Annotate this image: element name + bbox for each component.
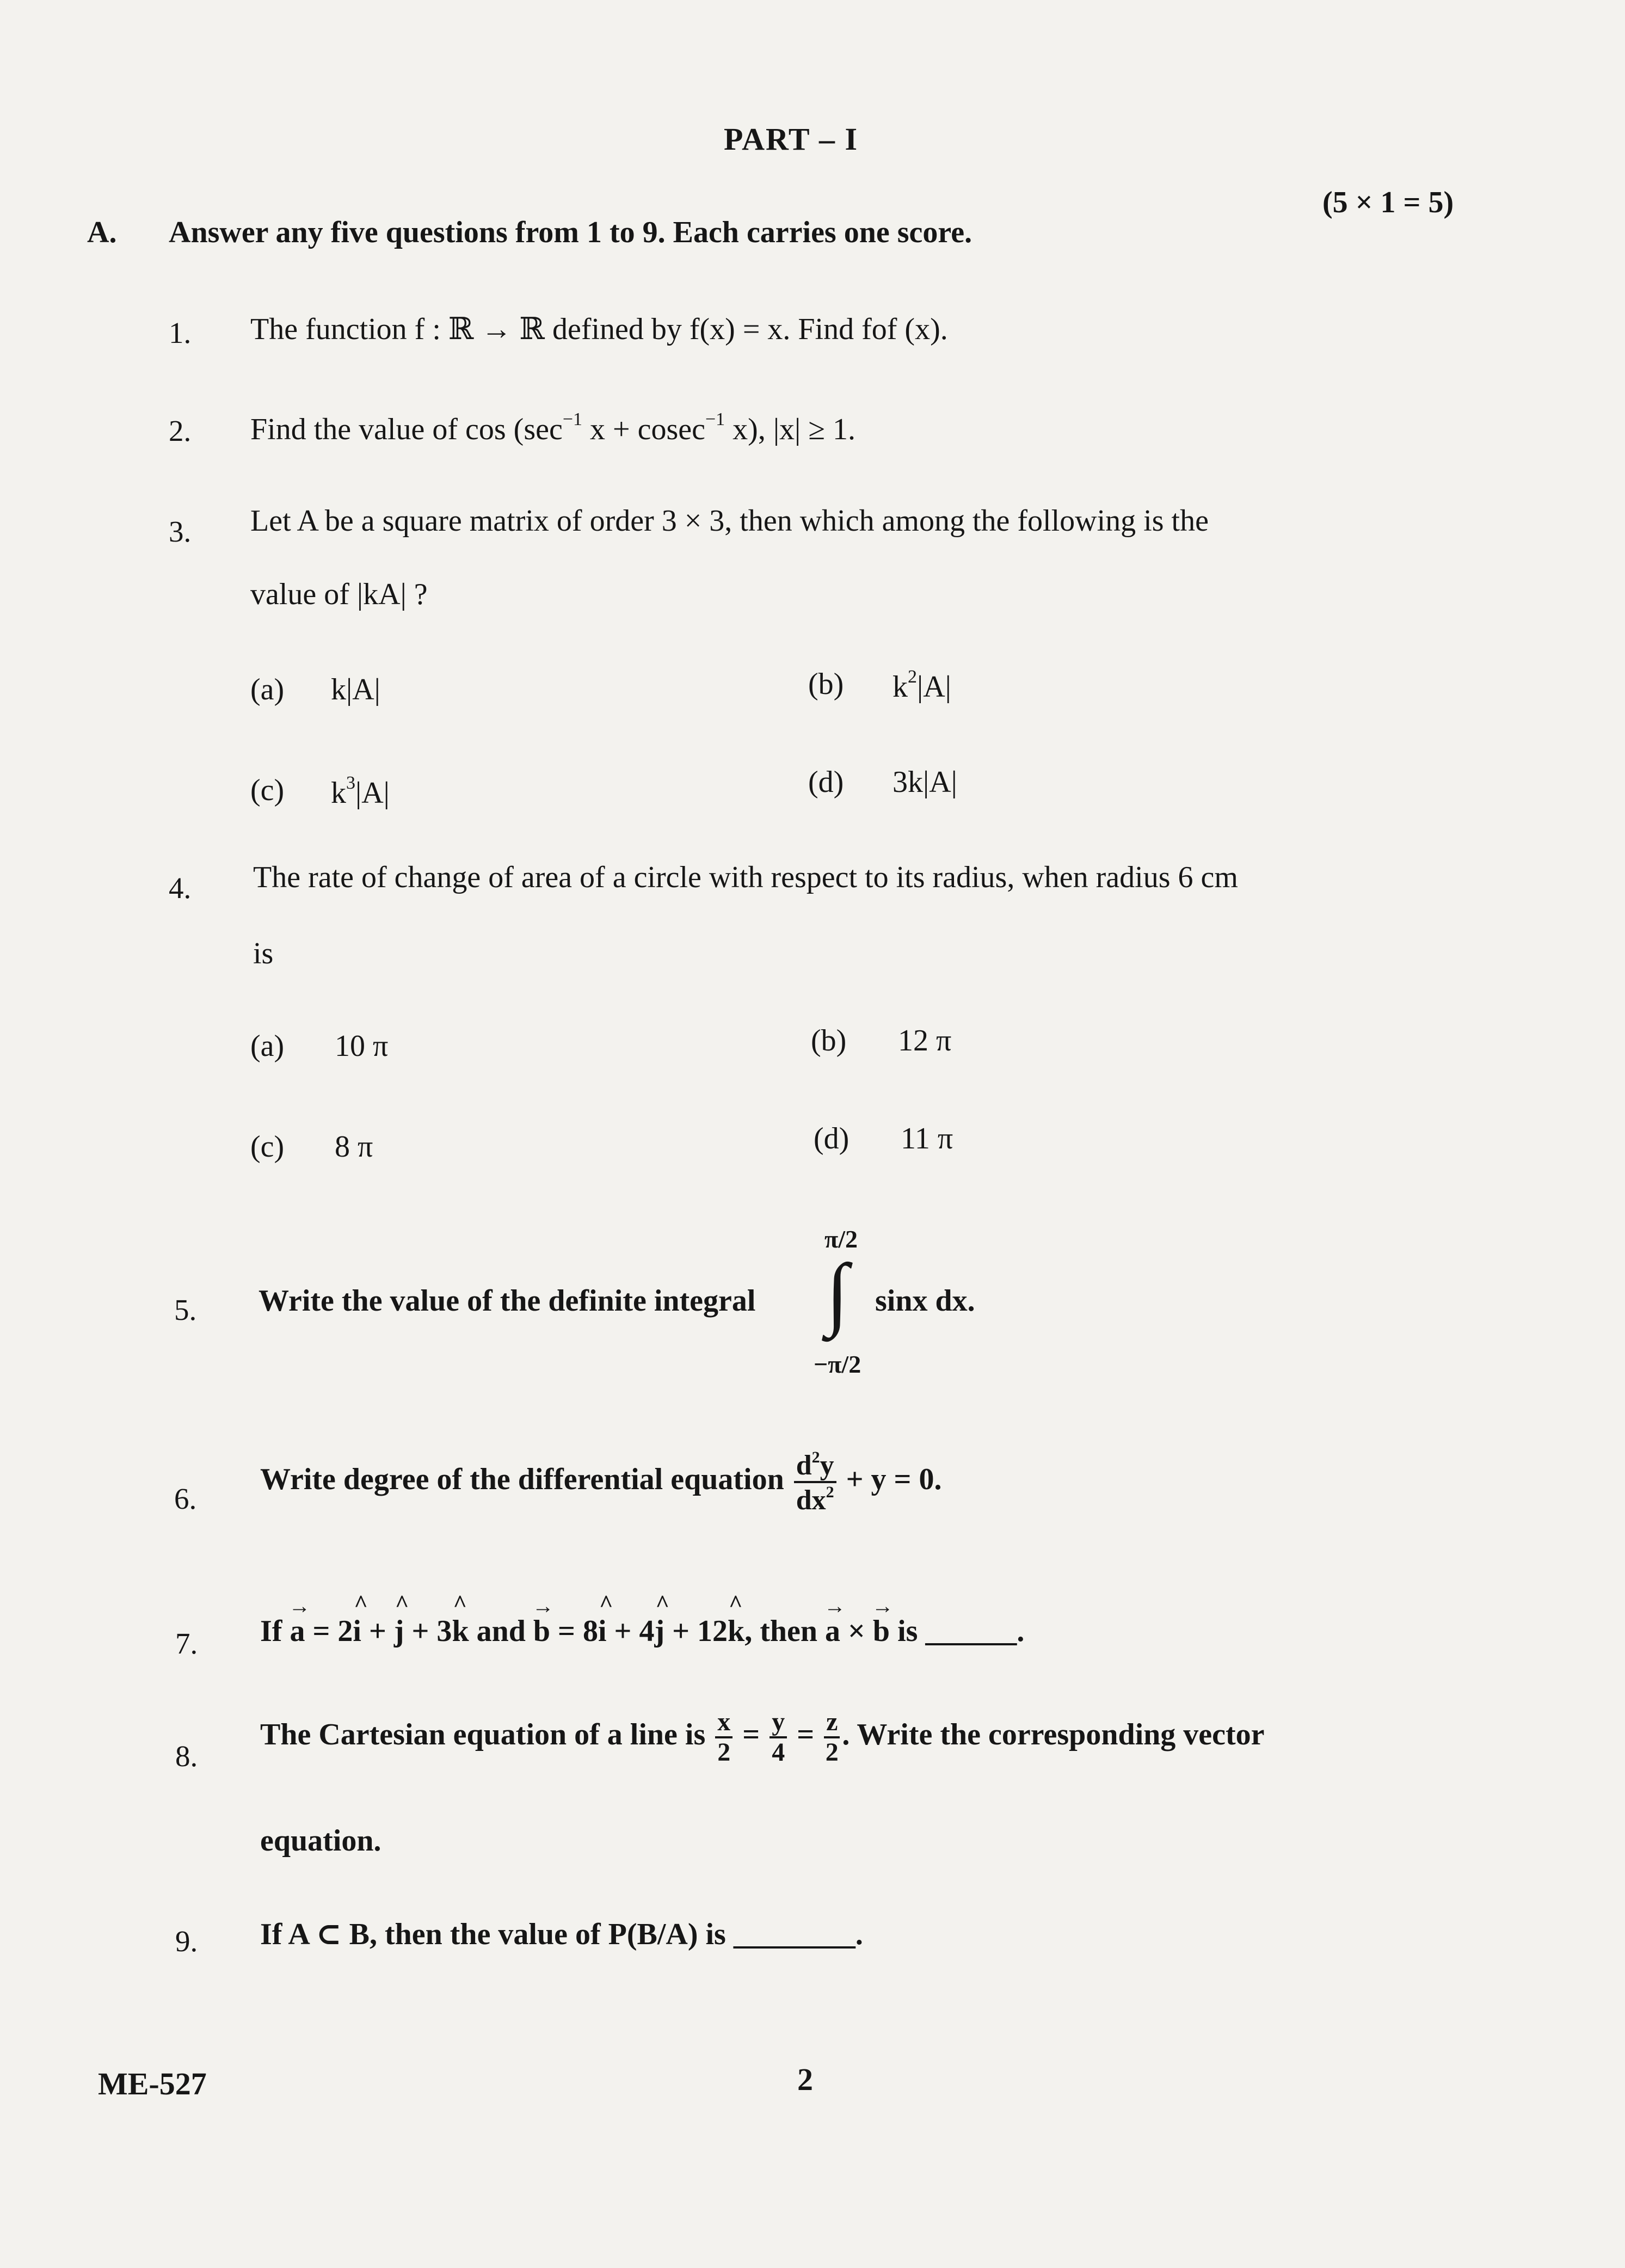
question-number: 9. bbox=[175, 1925, 198, 1958]
option-b: 12 π bbox=[898, 1024, 952, 1058]
option-c-label: (c) bbox=[250, 773, 285, 807]
option-b-label: (b) bbox=[808, 667, 844, 701]
question-number: 5. bbox=[174, 1293, 197, 1326]
page-number: 2 bbox=[797, 2062, 813, 2097]
section-marks: (5 × 1 = 5) bbox=[1322, 186, 1454, 219]
question-3-line2: value of |kA| ? bbox=[250, 577, 428, 611]
question-8-line2: equation. bbox=[260, 1824, 381, 1858]
question-number: 7. bbox=[175, 1627, 198, 1660]
question-number: 4. bbox=[169, 871, 192, 905]
part-title: PART – I bbox=[724, 121, 859, 157]
question-1-text: The function f : ℝ → ℝ defined by f(x) = x. Find fof (x). bbox=[250, 312, 948, 346]
option-c: $k^3|A|$ bbox=[331, 773, 390, 810]
section-instruction: Answer any five questions from 1 to 9. Each carries one score. bbox=[169, 216, 972, 249]
integral-sign-icon: ∫ bbox=[826, 1247, 849, 1338]
question-4-line2: is bbox=[253, 937, 274, 970]
question-4-line1: The rate of change of area of a circle with respect to its radius, when radius 6 cm bbox=[253, 861, 1238, 894]
question-number: 8. bbox=[175, 1740, 198, 1773]
section-label: A. bbox=[87, 216, 117, 249]
question-2-text: Find the value of $\cos (\sec^{-1}$ x + cosec$^{-1}$ x), |x| ≥ 1. bbox=[250, 409, 855, 446]
question-5-text: Write the value of the definite integral bbox=[258, 1284, 756, 1318]
option-a: 10 π bbox=[335, 1029, 389, 1063]
option-d-label: (d) bbox=[814, 1122, 850, 1155]
question-number: 6. bbox=[174, 1482, 197, 1515]
option-b-label: (b) bbox=[811, 1024, 847, 1058]
option-d: 11 π bbox=[901, 1122, 953, 1155]
integrand: sinx dx. bbox=[875, 1284, 975, 1318]
question-number: 2. bbox=[169, 414, 192, 447]
option-c-label: (c) bbox=[250, 1130, 285, 1164]
question-9-text: If A ⊂ B, then the value of P(B/A) is ________. bbox=[260, 1917, 863, 1951]
paper-code: ME-527 bbox=[98, 2066, 207, 2101]
question-number: 3. bbox=[169, 515, 192, 548]
question-number: 1. bbox=[169, 316, 192, 349]
option-d: 3k|A| bbox=[892, 765, 957, 799]
option-a-label: (a) bbox=[250, 1029, 285, 1063]
option-d-label: (d) bbox=[808, 765, 844, 799]
integral-lower-limit: −π/2 bbox=[814, 1350, 861, 1378]
question-7-text: If → a = 2^ i + ^ j + 3^ k and → b = 8^ i + 4^ j + 12^ k, then → a × → b is ______. bbox=[260, 1614, 1024, 1649]
integral-upper-limit: π/2 bbox=[824, 1225, 858, 1253]
question-8-line1: The Cartesian equation of a line is $\frac{x}{2}$ = $\frac{y}{4}$ = $\frac{z}{2}$ . Write the corresponding vector bbox=[260, 1707, 1265, 1767]
question-6-text: Write degree of the differential equation $\frac{d^2y}{dx^2}$ + y = 0. bbox=[260, 1448, 942, 1516]
question-3-line1: Let A be a square matrix of order 3 × 3, then which among the following is the bbox=[250, 504, 1209, 538]
option-c: 8 π bbox=[335, 1130, 373, 1164]
option-a: k|A| bbox=[331, 673, 380, 706]
option-a-label: (a) bbox=[250, 673, 285, 706]
option-b: $k^2|A|$ bbox=[892, 667, 951, 704]
